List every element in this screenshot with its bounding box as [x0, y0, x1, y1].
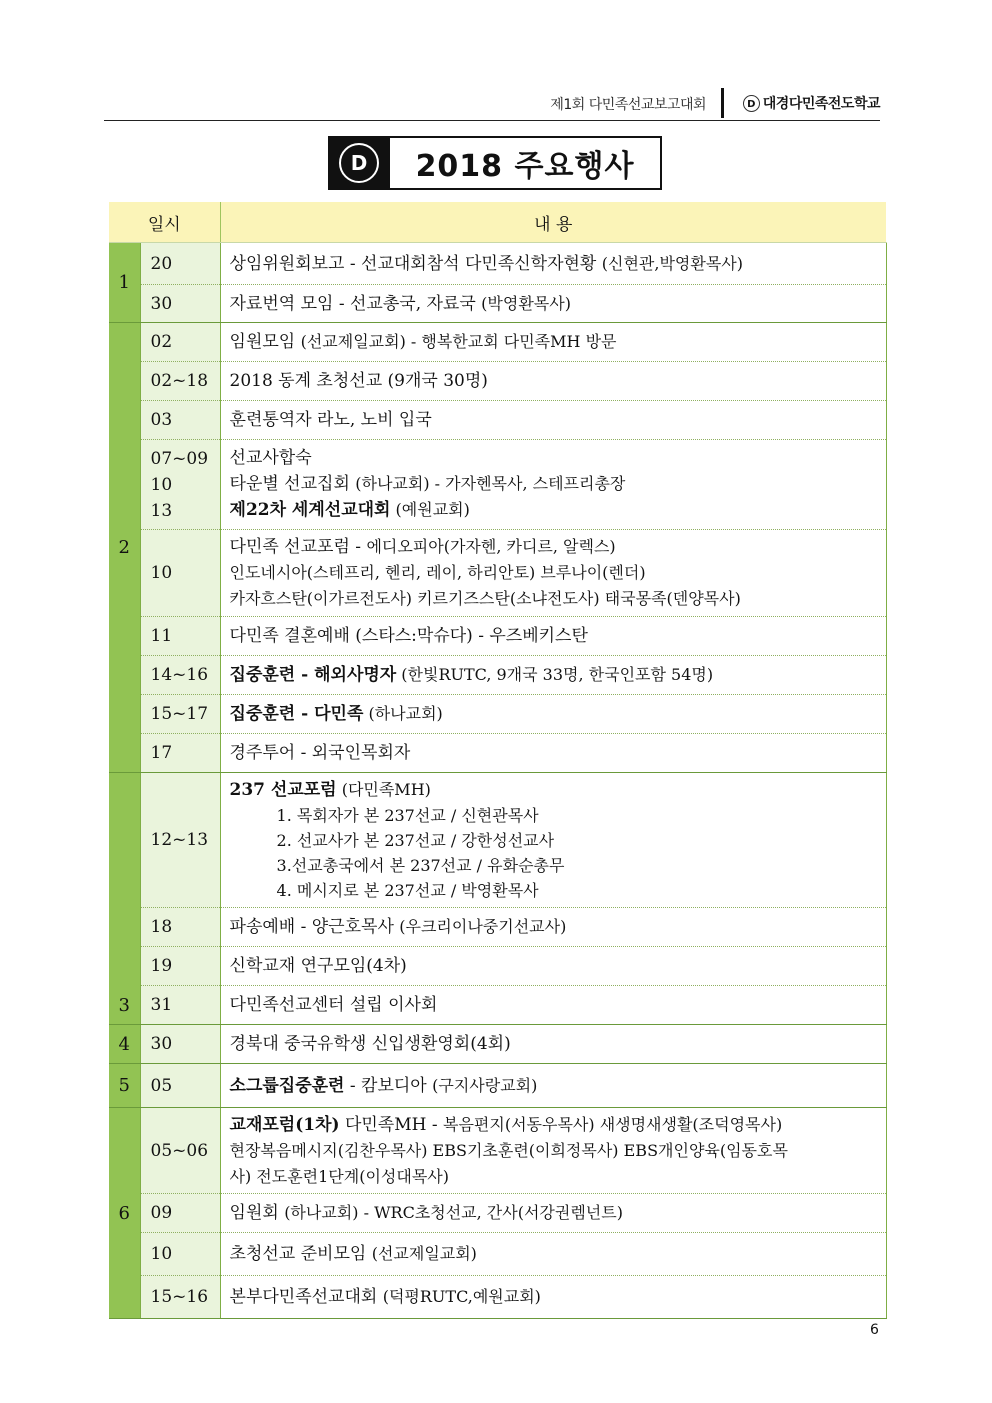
- content-text: (예원교회): [390, 500, 470, 519]
- date-cell: [140, 1276, 220, 1319]
- date-cell: [140, 362, 220, 401]
- table-row: [109, 1108, 886, 1194]
- date-text: 10: [150, 1244, 173, 1264]
- date-text: 03: [150, 410, 173, 430]
- month-cell: 3: [109, 773, 140, 1025]
- date-cell: [140, 1233, 220, 1276]
- content-line: [230, 624, 880, 649]
- content-text: (구지사랑교회): [432, 1075, 538, 1095]
- content-text: 타운별 선교집회: [229, 474, 356, 494]
- content-line: [230, 471, 880, 497]
- content-cell: [220, 285, 886, 323]
- content-text: (하나교회): [363, 704, 443, 723]
- content-cell: [220, 440, 886, 530]
- content-line: [230, 534, 880, 560]
- date-cell: [140, 656, 220, 695]
- table-header-row: [109, 202, 886, 243]
- content-text: (한빛RUTC, 9개국 33명, 한국인포함 54명): [396, 665, 714, 684]
- content-text: (하나교회) - 가자헨목사, 스테프리총장: [355, 474, 626, 493]
- content-text: 현장복음메시지(김찬우목사) EBS기초훈련(이희정목사) EBS개인양육(임동호목: [229, 1140, 788, 1160]
- schedule-table: [109, 202, 887, 1319]
- content-text: 1. 목회자가 본 237선교 / 신현관목사: [276, 806, 539, 825]
- date-text: 10: [150, 474, 173, 495]
- content-cell: [220, 695, 886, 734]
- table-row: [109, 1233, 886, 1276]
- date-cell: [140, 530, 220, 617]
- content-line: [230, 1241, 880, 1267]
- content-text: 집중훈련 - 해외사명자: [229, 665, 397, 685]
- table-row: [109, 1064, 886, 1108]
- date-cell: [140, 695, 220, 734]
- content-cell: [220, 1233, 886, 1276]
- date-cell: [140, 1025, 220, 1064]
- table-row: [109, 401, 886, 440]
- content-cell: [220, 1108, 886, 1194]
- content-text: (선교제일교회): [371, 1244, 477, 1263]
- content-line: [230, 914, 880, 940]
- content-line: [230, 878, 880, 903]
- content-cell: [220, 530, 886, 617]
- content-text: 사) 전도훈련1단계(이성대목사): [229, 1166, 449, 1186]
- month-cell: 6: [109, 1108, 140, 1319]
- content-text: 집중훈련 - 다민족: [229, 704, 364, 724]
- date-text: 14~16: [150, 665, 209, 685]
- content-text: 경북대 중국유학생 신입생환영회(4회): [229, 1033, 511, 1054]
- date-cell: [140, 908, 220, 947]
- content-line: [230, 993, 880, 1018]
- date-cell: [140, 243, 220, 285]
- content-line: [230, 1138, 880, 1164]
- content-text: 제22차 세계선교대회: [229, 500, 391, 520]
- content-line: [230, 291, 880, 317]
- header-separator: [721, 88, 724, 118]
- content-line: [230, 560, 880, 586]
- table-row: [109, 530, 886, 617]
- content-cell: [220, 362, 886, 401]
- conference-title: 제1회 다민족선교보고대회: [550, 97, 706, 113]
- content-text: (우크리이나중기선교사): [399, 917, 567, 936]
- date-text: 31: [150, 995, 173, 1015]
- table-row: [109, 1025, 886, 1064]
- content-line: [230, 954, 880, 979]
- month-cell: 1: [109, 243, 140, 323]
- content-line: [230, 1164, 880, 1190]
- content-text: - 캄보디아: [344, 1075, 433, 1096]
- table-row: [109, 947, 886, 986]
- content-text: 교재포럼(1차): [229, 1114, 340, 1135]
- date-cell: [140, 986, 220, 1025]
- content-line: [230, 251, 880, 277]
- date-cell: [140, 773, 220, 908]
- content-line: [230, 853, 880, 878]
- date-text: 10: [150, 563, 173, 583]
- date-text: 18: [150, 917, 173, 937]
- date-text: 30: [150, 293, 173, 314]
- date-text: 05~06: [150, 1140, 209, 1161]
- content-text: 에디오피아(가자헨, 카디르, 알렉스): [366, 537, 616, 556]
- content-text: 본부다민족선교대회: [229, 1287, 383, 1307]
- content-text: 파송예배 - 양근호목사: [229, 917, 400, 937]
- date-text: 11: [150, 626, 173, 646]
- content-text: (신현관,박영환목사): [601, 253, 743, 273]
- content-text: 경주투어 - 외국인목회자: [229, 742, 411, 763]
- date-text: 09: [150, 1203, 173, 1223]
- page-title: 2018 주요행사: [388, 138, 660, 188]
- table-row: [109, 773, 886, 908]
- content-cell: [220, 1064, 886, 1108]
- table-row: [109, 1276, 886, 1319]
- table-row: [109, 734, 886, 773]
- date-cell: [140, 285, 220, 323]
- date-cell: [140, 1108, 220, 1194]
- content-text: 다민족 결혼예배 (스타스:막슈다) - 우즈베키스탄: [229, 625, 588, 646]
- table-row: [109, 1194, 886, 1233]
- content-text: (박영환목사): [481, 293, 571, 313]
- month-cell: 2: [109, 323, 140, 773]
- content-text: 다민족MH -: [339, 1114, 444, 1135]
- content-cell: [220, 617, 886, 656]
- table-row: [109, 285, 886, 323]
- content-text: 인도네시아(스테프리, 헨리, 레이, 하리안토) 브루나이(렌더): [229, 563, 646, 582]
- content-text: 다민족 선교포럼 -: [229, 537, 367, 557]
- content-line: [230, 803, 880, 828]
- date-cell: [140, 440, 220, 530]
- content-text: 4. 메시지로 본 237선교 / 박영환목사: [276, 881, 539, 900]
- content-cell: [220, 734, 886, 773]
- content-line: [230, 586, 880, 612]
- content-line: [230, 1073, 880, 1099]
- content-text: 2018 동계 초청선교 (9개국 30명): [229, 370, 488, 391]
- date-text: 30: [150, 1034, 173, 1054]
- content-line: [230, 497, 880, 523]
- content-text: 자료번역 모임 - 선교총국, 자료국: [229, 293, 482, 314]
- content-text: 복음편지(서동우목사) 새생명새생활(조덕영목사): [443, 1114, 783, 1134]
- date-text: 02: [150, 332, 173, 352]
- month-cell: 4: [109, 1025, 140, 1064]
- content-line: [230, 1112, 880, 1138]
- content-cell: [220, 243, 886, 285]
- content-cell: [220, 1194, 886, 1233]
- table-row: [109, 986, 886, 1025]
- content-text: 신학교재 연구모임(4차): [229, 955, 407, 976]
- content-cell: [220, 908, 886, 947]
- content-text: 2. 선교사가 본 237선교 / 강한성선교사: [276, 831, 555, 850]
- content-line: [230, 329, 880, 355]
- content-line: [230, 777, 880, 803]
- date-text: 19: [150, 956, 173, 976]
- header-rule: [104, 120, 880, 121]
- content-text: 3.선교총국에서 본 237선교 / 유화순총무: [276, 856, 565, 875]
- content-text: 상임위원회보고 - 선교대회참석 다민족신학자현황: [229, 253, 602, 274]
- content-cell: [220, 1276, 886, 1319]
- content-text: 임원회: [229, 1203, 285, 1223]
- table-row: [109, 695, 886, 734]
- school-brand: [743, 93, 880, 113]
- table-row: [109, 440, 886, 530]
- page-header: [104, 88, 880, 120]
- header-date: 일시: [109, 202, 220, 243]
- page-title-box: [328, 136, 662, 190]
- content-line: [230, 1200, 880, 1226]
- content-text: 카자흐스탄(이가르전도사) 키르기즈스탄(소냐전도사) 태국몽족(덴양목사): [229, 589, 741, 608]
- page-number: 6: [870, 1322, 879, 1338]
- content-text: 임원모임: [229, 332, 301, 352]
- date-cell: [140, 323, 220, 362]
- month-cell: 5: [109, 1064, 140, 1108]
- content-cell: [220, 1025, 886, 1064]
- date-text: 05: [150, 1075, 173, 1096]
- date-text: 07~09: [150, 448, 209, 469]
- content-line: [230, 1032, 880, 1057]
- table-row: [109, 617, 886, 656]
- content-text: 초청선교 준비모임: [229, 1244, 372, 1264]
- content-line: [230, 446, 880, 471]
- content-text: 237 선교포럼: [229, 780, 337, 800]
- date-text: 17: [150, 743, 173, 763]
- content-cell: [220, 401, 886, 440]
- date-cell: [140, 401, 220, 440]
- table-row: [109, 908, 886, 947]
- table-row: [109, 656, 886, 695]
- content-line: [230, 701, 880, 727]
- content-line: [230, 369, 880, 394]
- date-text: 13: [150, 500, 173, 521]
- content-text: (덕평RUTC,예원교회): [382, 1287, 541, 1306]
- header-content: 내 용: [220, 202, 886, 243]
- content-text: (다민족MH): [336, 780, 431, 799]
- date-text: 15~16: [150, 1287, 209, 1307]
- content-cell: [220, 656, 886, 695]
- content-cell: [220, 986, 886, 1025]
- content-text: (하나교회) - WRC초청선교, 간사(서강권렘넌트): [284, 1203, 623, 1222]
- date-cell: [140, 1194, 220, 1233]
- content-text: 다민족선교센터 설립 이사회: [229, 994, 438, 1015]
- content-line: [230, 408, 880, 433]
- date-text: 15~17: [150, 704, 209, 724]
- content-text: 선교사합숙: [229, 448, 312, 468]
- content-text: 소그룹집중훈련: [229, 1075, 345, 1096]
- school-logo-icon: D: [743, 95, 760, 112]
- date-text: 02~18: [150, 371, 209, 391]
- title-logo-icon: D: [330, 138, 388, 188]
- school-name: 대경다민족전도학교: [762, 96, 880, 112]
- content-line: [230, 1284, 880, 1310]
- content-line: [230, 828, 880, 853]
- date-cell: [140, 734, 220, 773]
- table-row: [109, 362, 886, 401]
- content-cell: [220, 947, 886, 986]
- date-cell: [140, 1064, 220, 1108]
- date-text: 20: [150, 253, 173, 274]
- table-row: [109, 323, 886, 362]
- content-text: 훈련통역자 라노, 노비 입국: [229, 409, 432, 430]
- content-line: [230, 662, 880, 688]
- date-text: 12~13: [150, 830, 209, 850]
- content-cell: [220, 323, 886, 362]
- date-cell: [140, 617, 220, 656]
- content-cell: [220, 773, 886, 908]
- date-cell: [140, 947, 220, 986]
- table-row: [109, 243, 886, 285]
- content-text: (선교제일교회) - 행복한교회 다민족MH 방문: [300, 332, 617, 351]
- content-line: [230, 741, 880, 766]
